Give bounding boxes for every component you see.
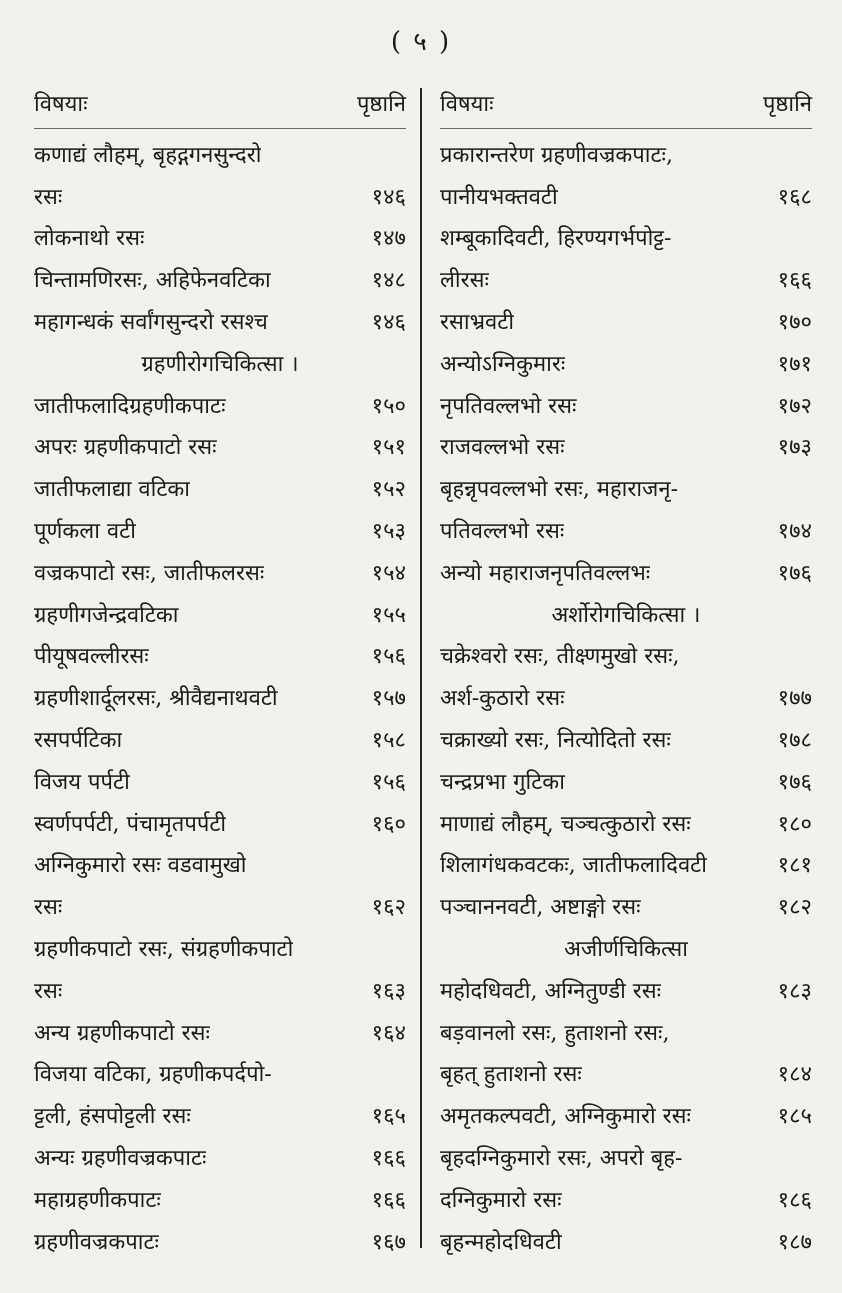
entry-title: ग्रहणीकपाटो रसः, संग्रहणीकपाटो xyxy=(34,937,294,963)
toc-entry xyxy=(34,1094,406,1136)
entry-page-number: १८२ xyxy=(777,895,812,921)
entry-title: अर्श-कुठारो रसः xyxy=(440,686,565,712)
entry-page-number: १७८ xyxy=(777,728,812,754)
toc-entry xyxy=(34,467,406,509)
right-column xyxy=(440,88,812,1262)
entry-title: पञ्चाननवटी, अष्टाङ्गो रसः xyxy=(440,895,641,921)
entry-title: रसः xyxy=(34,184,63,210)
entry-page-number: १७० xyxy=(777,310,812,336)
toc-entry xyxy=(34,969,406,1011)
entry-page-number: १५४ xyxy=(371,560,406,586)
entry-page-number: १५० xyxy=(371,393,406,419)
toc-entry xyxy=(440,426,812,468)
toc-entry xyxy=(34,133,406,175)
entry-title: पतिवल्लभो रसः xyxy=(440,519,565,545)
entry-title: अग्निकुमारो रसः वडवामुखो xyxy=(34,853,247,879)
toc-entry xyxy=(440,342,812,384)
entry-title: महागन्धकं सर्वांगसुन्दरो रसश्च xyxy=(34,310,268,336)
toc-entry xyxy=(34,551,406,593)
entry-page-number: १५१ xyxy=(371,435,406,461)
entry-title: बड़वानलो रसः, हुताशनो रसः, xyxy=(440,1020,670,1046)
toc-entry xyxy=(440,1094,812,1136)
toc-entry xyxy=(34,1220,406,1262)
toc-entry xyxy=(34,384,406,426)
entry-title: अन्यः ग्रहणीवज्रकपाटः xyxy=(34,1146,207,1172)
entry-page-number: १७६ xyxy=(777,769,812,795)
entry-page-number: १६६ xyxy=(371,1187,406,1213)
entry-page-number: १४६ xyxy=(371,184,406,210)
entry-title: विजय पर्पटी xyxy=(34,769,130,795)
toc-entry xyxy=(440,509,812,551)
toc-entry xyxy=(440,969,812,1011)
entry-title: ग्रहणीगजेन्द्रवटिका xyxy=(34,602,179,628)
entry-page-number: १५६ xyxy=(371,644,406,670)
entry-title: राजवल्लभो रसः xyxy=(440,435,565,461)
entry-title: रसः xyxy=(34,895,63,921)
entry-title: अन्य ग्रहणीकपाटो रसः xyxy=(34,1020,210,1046)
section-heading xyxy=(34,342,406,384)
entry-title: वज्रकपाटो रसः, जातीफलरसः xyxy=(34,560,265,586)
left-column-header xyxy=(34,88,406,129)
page-number: ( ५ ) xyxy=(390,27,452,57)
toc-entry xyxy=(34,1136,406,1178)
entry-title: लोकनाथो रसः xyxy=(34,226,145,252)
entry-title: चन्द्रप्रभा गुटिका xyxy=(440,769,565,795)
entry-title: ग्रहणीवज्रकपाटः xyxy=(34,1229,159,1255)
entry-title: दग्निकुमारो रसः xyxy=(440,1187,562,1213)
toc-entry xyxy=(34,802,406,844)
toc-entry xyxy=(440,467,812,509)
entry-page-number: १८४ xyxy=(777,1062,812,1088)
entry-title: विजया वटिका, ग्रहणीकपर्दपो- xyxy=(34,1062,272,1088)
toc-entry xyxy=(440,1178,812,1220)
toc-entry xyxy=(34,509,406,551)
pages-heading: पृष्ठानि xyxy=(356,92,406,117)
entry-title: जातीफलाद्या वटिका xyxy=(34,477,190,503)
entry-page-number: १६४ xyxy=(371,1020,406,1046)
toc-entry xyxy=(440,844,812,886)
column-divider xyxy=(420,88,422,1248)
toc-entry xyxy=(34,844,406,886)
right-entries xyxy=(440,133,812,1262)
entry-title: बृहदग्निकुमारो रसः, अपरो बृह- xyxy=(440,1146,683,1172)
entry-page-number: १८१ xyxy=(777,853,812,879)
toc-entry xyxy=(440,635,812,677)
section-heading xyxy=(440,927,812,969)
toc-entry xyxy=(440,760,812,802)
entry-title: अन्योऽग्निकुमारः xyxy=(440,351,566,377)
entry-page-number: १६६ xyxy=(371,1146,406,1172)
entry-title: चक्राख्यो रसः, नित्योदितो रसः xyxy=(440,728,671,754)
entry-page-number: १४७ xyxy=(371,226,406,252)
entry-title: पूर्णकला वटी xyxy=(34,519,136,545)
toc-entry xyxy=(34,426,406,468)
entry-title: रसाभ्रवटी xyxy=(440,310,515,336)
entry-title: जातीफलादिग्रहणीकपाटः xyxy=(34,393,226,419)
section-heading-text: अजीर्णचिकित्सा xyxy=(564,937,688,963)
entry-title: लीरसः xyxy=(440,268,489,294)
entry-title: शम्बूकादिवटी, हिरण्यगर्भपोट्ट- xyxy=(440,226,672,252)
entry-title: कणाद्यं लौहम्, बृहद्गगनसुन्दरो xyxy=(34,142,262,168)
entry-page-number: १८३ xyxy=(777,978,812,1004)
entry-page-number: १५७ xyxy=(371,686,406,712)
entry-title: अन्यो महाराजनृपतिवल्लभः xyxy=(440,560,651,586)
toc-entry xyxy=(440,1136,812,1178)
entry-page-number: १६७ xyxy=(371,1229,406,1255)
entry-page-number: १४६ xyxy=(371,310,406,336)
entry-title: पीयूषवल्लीरसः xyxy=(34,644,149,670)
toc-entry xyxy=(440,1053,812,1095)
toc-entry xyxy=(440,885,812,927)
entry-page-number: १७६ xyxy=(777,560,812,586)
entry-page-number: १७७ xyxy=(777,686,812,712)
entry-page-number: १८५ xyxy=(777,1104,812,1130)
entry-page-number: १६३ xyxy=(371,978,406,1004)
subject-heading: विषयाः xyxy=(34,92,88,117)
entry-page-number: १७४ xyxy=(777,519,812,545)
toc-entry xyxy=(34,676,406,718)
entry-title: अमृतकल्पवटी, अग्निकुमारो रसः xyxy=(440,1104,691,1130)
toc-entry xyxy=(440,1011,812,1053)
entry-page-number: १५५ xyxy=(371,602,406,628)
pages-heading: पृष्ठानि xyxy=(762,92,812,117)
toc-entry xyxy=(440,217,812,259)
toc-entry xyxy=(34,760,406,802)
entry-title: चिन्तामणिरसः, अहिफेनवटिका xyxy=(34,268,271,294)
toc-entry xyxy=(34,258,406,300)
toc-entry xyxy=(34,593,406,635)
entry-title: माणाद्यं लौहम्, चञ्चत्कुठारो रसः xyxy=(440,811,691,837)
entry-title: महोदधिवटी, अग्नितुण्डी रसः xyxy=(440,978,662,1004)
entry-title: चक्रेश्वरो रसः, तीक्ष्णमुखो रसः, xyxy=(440,644,680,670)
entry-page-number: १८६ xyxy=(777,1187,812,1213)
entry-page-number: १६६ xyxy=(777,268,812,294)
entry-title: ट्टली, हंसपोट्टली रसः xyxy=(34,1104,191,1130)
left-entries xyxy=(34,133,406,1262)
entry-title: रसपर्पटिका xyxy=(34,728,123,754)
entry-title: पानीयभक्तवटी xyxy=(440,184,558,210)
section-heading xyxy=(440,593,812,635)
toc-entry xyxy=(34,885,406,927)
entry-page-number: १५८ xyxy=(371,728,406,754)
toc-entry xyxy=(440,1220,812,1262)
toc-entry xyxy=(440,676,812,718)
toc-entry xyxy=(34,718,406,760)
entry-page-number: १५३ xyxy=(371,519,406,545)
entry-title: रसः xyxy=(34,978,63,1004)
entry-title: नृपतिवल्लभो रसः xyxy=(440,393,577,419)
entry-page-number: १६२ xyxy=(371,895,406,921)
entry-page-number: १६० xyxy=(371,811,406,837)
entry-page-number: १७३ xyxy=(777,435,812,461)
entry-page-number: १६८ xyxy=(777,184,812,210)
entry-page-number: १७२ xyxy=(777,393,812,419)
toc-entry xyxy=(440,802,812,844)
toc-entry xyxy=(34,635,406,677)
entry-page-number: १५६ xyxy=(371,769,406,795)
toc-entry xyxy=(440,300,812,342)
toc-entry xyxy=(440,133,812,175)
subject-heading: विषयाः xyxy=(440,92,494,117)
entry-title: बृहन्महोदधिवटी xyxy=(440,1229,562,1255)
entry-title: ग्रहणीशार्दूलरसः, श्रीवैद्यनाथवटी xyxy=(34,686,278,712)
section-heading-text: ग्रहणीरोगचिकित्सा । xyxy=(141,351,299,377)
entry-page-number: १४८ xyxy=(371,268,406,294)
right-column-header xyxy=(440,88,812,129)
left-column xyxy=(34,88,406,1262)
toc-entry xyxy=(34,1011,406,1053)
entry-title: शिलागंधकवटकः, जातीफलादिवटी xyxy=(440,853,707,879)
entry-page-number: १८७ xyxy=(777,1229,812,1255)
toc-entry xyxy=(34,927,406,969)
entry-page-number: १६५ xyxy=(371,1104,406,1130)
toc-entry xyxy=(34,1178,406,1220)
toc-entry xyxy=(440,551,812,593)
toc-entry xyxy=(34,175,406,217)
entry-title: महाग्रहणीकपाटः xyxy=(34,1187,161,1213)
entry-page-number: १८० xyxy=(777,811,812,837)
toc-entry xyxy=(440,175,812,217)
entry-page-number: १७१ xyxy=(777,351,812,377)
entry-page-number: १५२ xyxy=(371,477,406,503)
toc-entry xyxy=(34,300,406,342)
entry-title: बृहन्नृपवल्लभो रसः, महाराजनृ- xyxy=(440,477,679,503)
toc-entry xyxy=(440,384,812,426)
entry-title: अपरः ग्रहणीकपाटो रसः xyxy=(34,435,217,461)
toc-entry xyxy=(34,1053,406,1095)
entry-title: प्रकारान्तरेण ग्रहणीवज्रकपाटः, xyxy=(440,142,673,168)
toc-entry xyxy=(34,217,406,259)
entry-title: स्वर्णपर्पटी, पंचामृतपर्पटी xyxy=(34,811,227,837)
section-heading-text: अर्शोरोगचिकित्सा । xyxy=(551,602,701,628)
toc-entry xyxy=(440,258,812,300)
entry-title: बृहत् हुताशनो रसः xyxy=(440,1062,582,1088)
toc-entry xyxy=(440,718,812,760)
